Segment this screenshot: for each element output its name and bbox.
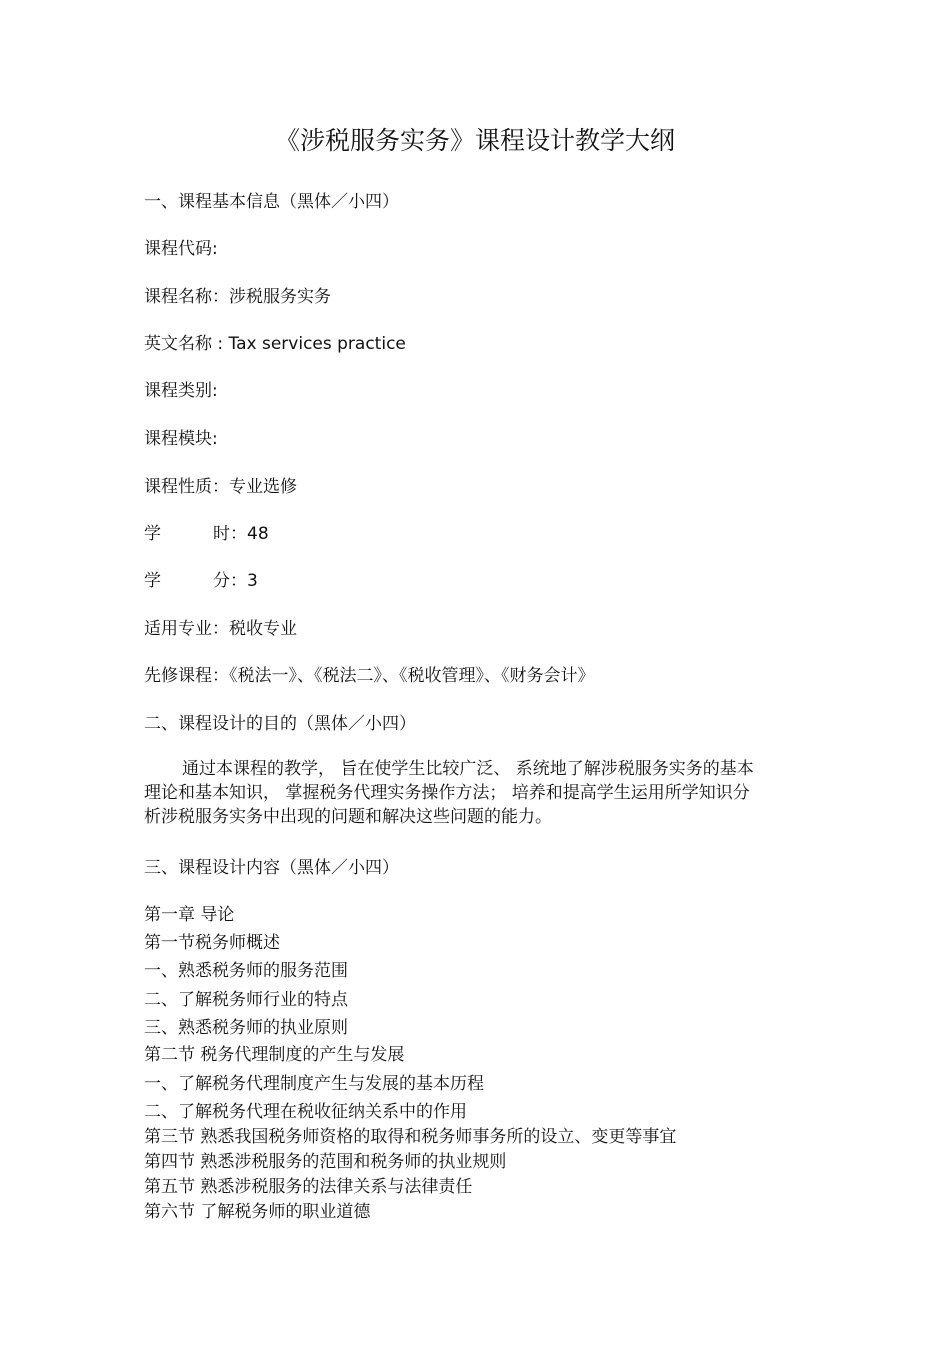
content-item: 第二节 税务代理制度的产生与发展 — [144, 1045, 405, 1065]
course-category: 课程类别: — [144, 381, 218, 401]
purpose-paragraph — [144, 757, 794, 829]
hours-label-b: 时： — [213, 524, 247, 544]
purpose-line-3: 析涉税服务实务中出现的问题和解决这些问题的能力。 — [144, 807, 552, 827]
course-code: 课程代码: — [144, 239, 218, 259]
content-item: 一、了解税务代理制度产生与发展的基本历程 — [144, 1074, 484, 1094]
section-heading-basic-info: 一、课程基本信息（黑体／小四） — [144, 192, 399, 212]
content-item: 第六节 了解税务师的职业道德 — [144, 1202, 371, 1222]
credit-label-b: 分： — [213, 571, 247, 591]
content-item: 二、了解税务师行业的特点 — [144, 990, 348, 1010]
applicable-major: 适用专业：税收专业 — [144, 619, 297, 639]
credit-value: 3 — [247, 571, 258, 591]
purpose-line-2: 理论和基本知识， 掌握税务代理实务操作方法； 培养和提高学生运用所学知识分 — [144, 783, 750, 803]
course-hours — [144, 522, 269, 546]
content-item: 第一节税务师概述 — [144, 933, 280, 953]
course-credits — [144, 569, 258, 593]
content-item: 二、了解税务代理在税收征纳关系中的作用 — [144, 1102, 467, 1122]
content-item: 三、熟悉税务师的执业原则 — [144, 1018, 348, 1038]
content-item: 第五节 熟悉涉税服务的法律关系与法律责任 — [144, 1177, 473, 1197]
section-heading-content: 三、课程设计内容（黑体／小四） — [144, 858, 399, 878]
section-heading-purpose: 二、课程设计的目的（黑体／小四） — [144, 714, 416, 734]
course-nature: 课程性质：专业选修 — [144, 477, 297, 497]
chapter-heading: 第一章 导论 — [144, 905, 235, 925]
english-name: 英文名称 : Tax services practice — [144, 334, 406, 354]
credit-label-a: 学 — [144, 571, 161, 591]
content-item: 一、熟悉税务师的服务范围 — [144, 961, 348, 981]
content-item: 第四节 熟悉涉税服务的范围和税务师的执业规则 — [144, 1152, 507, 1172]
course-module: 课程模块: — [144, 429, 218, 449]
hours-value: 48 — [247, 524, 269, 544]
content-item: 第三节 熟悉我国税务师资格的取得和税务师事务所的设立、变更等事宜 — [144, 1127, 677, 1147]
hours-label-a: 学 — [144, 524, 161, 544]
prerequisite-courses: 先修课程：《税法一》、《税法二》、《税收管理》、《财务会计》 — [144, 666, 595, 686]
course-name: 课程名称：涉税服务实务 — [144, 287, 331, 307]
document-title: 《涉税服务实务》课程设计教学大纲 — [274, 126, 675, 155]
purpose-line-1: 通过本课程的教学， 旨在使学生比较广泛、 系统地了解涉税服务实务的基本 — [182, 759, 754, 779]
